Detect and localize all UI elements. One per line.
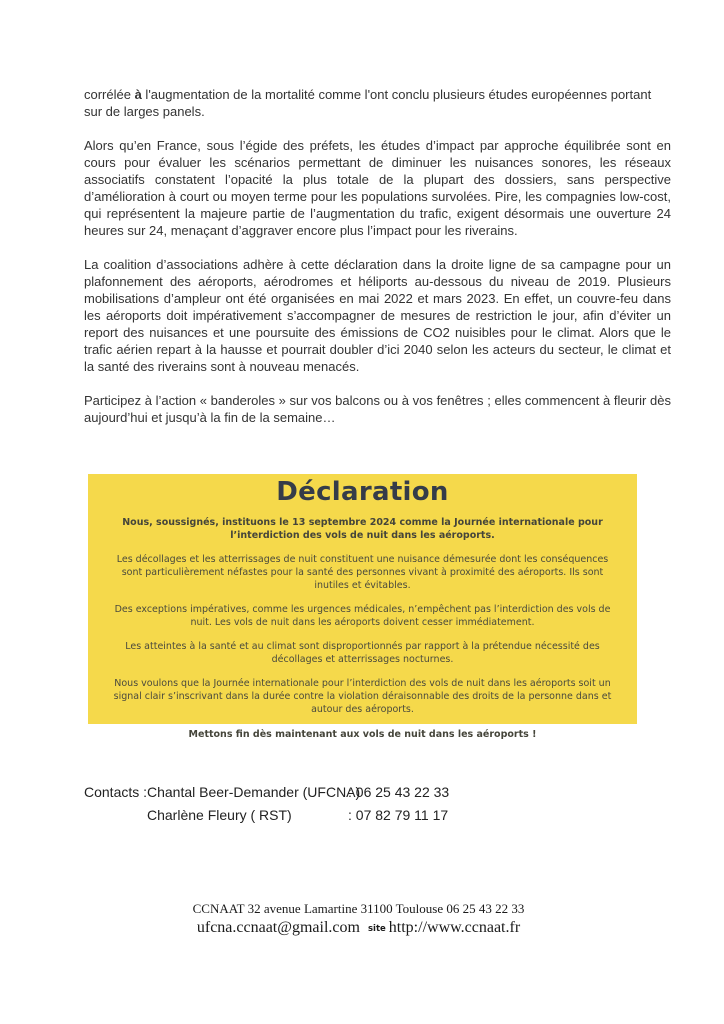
intro-text-before: corrélée: [84, 87, 135, 102]
contacts-block: [84, 781, 671, 827]
declaration-title: Déclaration: [276, 477, 449, 507]
contact-row-2: [84, 804, 671, 827]
footer-url: http://www.ccnaat.fr: [388, 919, 521, 936]
footer-links: [84, 918, 633, 939]
footer-email: ufcna.ccnaat@gmail.com: [196, 919, 360, 936]
declaration-closing: Mettons fin dès maintenant aux vols de nuit dans les aéroports !: [188, 729, 537, 740]
contact-phone-2: : 07 82 79 11 17: [348, 807, 449, 823]
article-body: [84, 86, 671, 939]
declaration-box: [88, 474, 637, 740]
intro-bold-a: à: [134, 87, 142, 102]
declaration-paragraph-2: Des exceptions impératives, comme les urgences médicales, n’empêchent pas l’interdiction des vols de nuit. Les vols de nuit dans les aéroports doivent cesser immédiatement.: [114, 604, 611, 628]
declaration-paragraph-1: Les décollages et les atterrissages de nuit constituent une nuisance démesurée dont les conséquences sont particulièrement néfastes pour la santé des personnes vivant à proximité des aéroports. Ils sont inutiles et évitables.: [116, 554, 609, 591]
declaration-lead: Nous, soussignés, instituons le 13 septembre 2024 comme la Journée internationale pour l’interdiction des vols de nuit dans les aéroports.: [122, 517, 603, 541]
declaration-paragraph-4: Nous voulons que la Journée internationale pour l’interdiction des vols de nuit dans les aéroports soit un signal clair s’inscrivant dans la durée contre la violation déraisonnable des droits de la personne dans et autour des aéroports.: [113, 678, 612, 715]
body-paragraph-1: Alors qu’en France, sous l’égide des préfets, les études d’impact par approche équilibrée sont en cours pour évaluer les scénarios permettant de diminuer les nuisances sonores, les réseaux associatifs constatent l’opacité la plus totale de la plupart des dossiers, sans perspective d’amélioration à court ou moyen terme pour les populations survolées. Pire, les compagnies low-cost, qui représentent la majeure partie de l’augmentation du trafic, exigent désormais une ouverture 24 heures sur 24, menaçant d’aggraver encore plus l’impact pour les riverains.: [84, 138, 671, 238]
body-paragraph-2: La coalition d’associations adhère à cette déclaration dans la droite ligne de sa campagne pour un plafonnement des aéroports, aérodromes et héliports au-dessous du niveau de 2019. Plusieurs mobilisations d’ampleur ont été organisées en mai 2022 et mars 2023. En effet, un couvre-feu dans les aéroports doit impérativement s’accompagner de mesures de restriction le jour, afin d’éviter un report des nuisances et une poursuite des émissions de CO2 nuisibles pour le climat. Alors que le trafic aérien repart à la hausse et pourrait doubler d’ici 2040 selon les acteurs du secteur, le climat et la santé des riverains sont à nouveau menacés.: [84, 257, 671, 374]
body-paragraph-3: Participez à l’action « banderoles » sur vos balcons ou à vos fenêtres ; elles commencent à fleurir dès aujourd’hui et jusqu’à la fin de la semaine…: [84, 393, 671, 425]
contact-row-1: [84, 781, 671, 804]
contact-name-2: Charlène Fleury ( RST): [147, 807, 292, 823]
declaration-paragraph-3: Les atteintes à la santé et au climat sont disproportionnés par rapport à la prétendue nécessité des décollages et atterrissages nocturnes.: [125, 641, 600, 665]
contact-name-1: Chantal Beer-Demander (UFCNA): [147, 784, 361, 800]
contact-phone-1: : 06 25 43 22 33: [348, 784, 450, 800]
contacts-label: Contacts :: [84, 784, 148, 800]
page-footer: [84, 900, 633, 939]
intro-text-after: l'augmentation de la mortalité comme l'ont conclu plusieurs études européennes portant sur de larges panels.: [84, 87, 652, 119]
footer-address: CCNAAT 32 avenue Lamartine 31100 Toulouse 06 25 43 22 33: [192, 901, 525, 916]
footer-site-label: site: [367, 924, 386, 934]
intro-paragraph: [84, 86, 671, 120]
